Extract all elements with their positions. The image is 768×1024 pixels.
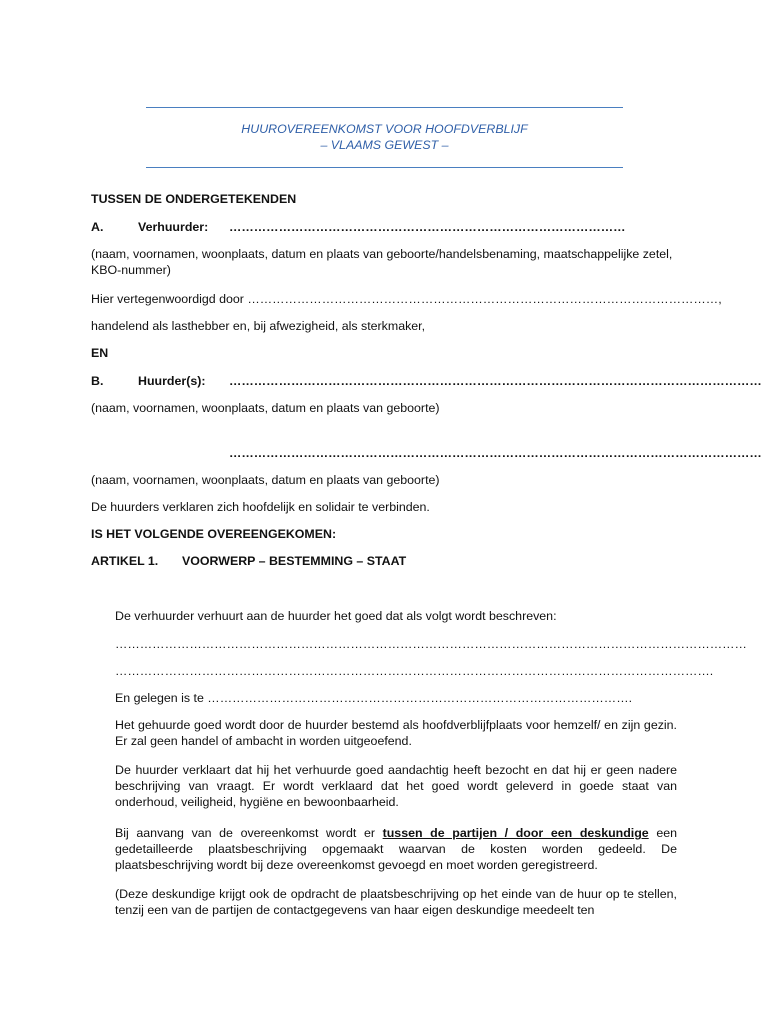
- and-separator: EN: [91, 346, 109, 360]
- landlord-line: [91, 219, 626, 235]
- tenant-line: [91, 373, 762, 389]
- solidarity-statement: De huurders verklaren zich hoofdelijk en solidair te verbinden.: [91, 500, 430, 514]
- document-subtitle: – VLAAMS GEWEST –: [320, 138, 449, 152]
- document-title: HUUROVEREENKOMST VOOR HOOFDVERBLIJF: [241, 122, 528, 136]
- landlord-role: Verhuurder:: [138, 220, 209, 234]
- inventory-text-end: een gedetailleerde plaatsbeschrijving opgemaakt waarvan de kosten worden gedeeld. De plaatsbeschrijving wordt bij deze overeenkomst gevoegd en moet worden geregistreerd.: [115, 826, 678, 872]
- parties-intro: TUSSEN DE ONDERGETEKENDEN: [91, 192, 297, 206]
- landlord-note: (naam, voornamen, woonplaats, datum en plaats van geboorte/handelsbenaming, maatschappelijke zetel, KBO-nummer): [91, 247, 673, 277]
- tenant-note: (naam, voornamen, woonplaats, datum en plaats van geboorte): [91, 401, 440, 415]
- inventory-text-start: Bij aanvang van de overeenkomst wordt er: [115, 826, 383, 840]
- location-line: En gelegen is te ………………………………………………………………………………………….: [115, 691, 633, 705]
- tenant-dots: …………………………………………………………………………………………………………………: [229, 374, 762, 388]
- article1-title: VOORWERP – BESTEMMING – STAAT: [182, 554, 407, 568]
- article1-description-intro: De verhuurder verhuurt aan de huurder het goed dat als volgt wordt beschreven:: [115, 609, 557, 623]
- condition-paragraph: De huurder verklaart dat hij het verhuurde goed aandachtig heeft bezocht en dat hij er geen nadere beschrijving van vraagt. Er wordt verklaard dat het goed wordt geleverd in goede staat van onderhoud, veiligheid, hygiëne en bewoonbaarheid.: [115, 763, 677, 809]
- tenant2-note: (naam, voornamen, woonplaats, datum en plaats van geboorte): [91, 473, 440, 487]
- title-top-rule: [146, 107, 623, 108]
- landlord-letter: A.: [91, 220, 104, 234]
- tenant2-dots: …………………………………………………………………………………………………………………: [229, 446, 762, 460]
- article1-label: ARTIKEL 1.: [91, 554, 159, 568]
- acting-as: handelend als lasthebber en, bij afwezigheid, als sterkmaker,: [91, 319, 426, 333]
- destination-paragraph: Het gehuurde goed wordt door de huurder bestemd als hoofdverblijfplaats voor hemzelf/ en zijn gezin. Er zal geen handel of ambacht in worden uitgeoefend.: [115, 718, 677, 748]
- agreed-heading: IS HET VOLGENDE OVEREENGEKOMEN:: [91, 527, 337, 541]
- description-dots-1: ………………………………………………………………………………………………………………………………………: [115, 637, 747, 651]
- tenant-letter: B.: [91, 374, 104, 388]
- inventory-underlined-choice: tussen de partijen / door een deskundige: [382, 826, 649, 840]
- landlord-dots: ……………………………………………………………………………………: [229, 220, 626, 234]
- inventory-paragraph: [115, 825, 677, 873]
- represented-by: Hier vertegenwoordigd door ……………………………………………………………………………………………………,: [91, 292, 722, 306]
- tenant-role: Huurder(s):: [138, 374, 206, 388]
- title-bottom-rule: [146, 167, 623, 168]
- expert-paragraph: (Deze deskundige krijgt ook de opdracht de plaatsbeschrijving op het einde van de huur op te stellen, tenzij een van de partijen de contactgegevens van haar eigen deskundige meedeelt ten: [115, 887, 677, 917]
- article1-heading: [91, 553, 406, 569]
- description-dots-2: ……………………………………………………………………………………………………………………………….: [115, 664, 714, 678]
